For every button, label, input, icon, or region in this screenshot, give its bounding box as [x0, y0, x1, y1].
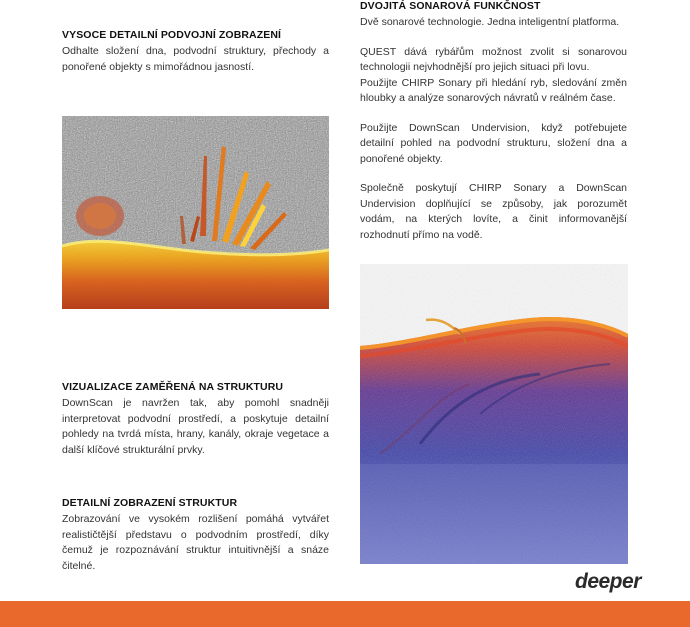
section-text: Zobrazování ve vysokém rozlišení pomáhá vytvářet realističtější představu o podvodním prostředí, díky čemuž je rozpoznávání struktur intuitivnější a snáze čitelné.	[62, 513, 329, 572]
section-structure-detail	[62, 497, 329, 574]
section-dual-sonar	[360, 0, 627, 243]
logo-text: deeper	[575, 570, 641, 593]
section-heading: DETAILNÍ ZOBRAZENÍ STRUKTUR	[62, 497, 238, 509]
sonar-chirp-graphic	[62, 116, 329, 309]
section-high-detail	[62, 29, 329, 75]
section-text: Odhalte složení dna, podvodní struktury, přechody a ponořené objekty s mimořádnou jasností.	[62, 45, 329, 73]
section-heading: VIZUALIZACE ZAMĚŘENÁ NA STRUKTURU	[62, 381, 284, 393]
sonar-image-chirp	[62, 116, 329, 309]
deeper-logo	[573, 568, 665, 596]
section-text-3: Použijte CHIRP Sonary při hledání ryb, sledování změn hloubky a analýze sonarových návratů v reálném čase.	[360, 76, 627, 104]
section-heading: VYSOCE DETAILNÍ PODVOJNÍ ZOBRAZENÍ	[62, 29, 282, 41]
footer-accent-bar	[0, 601, 690, 627]
section-structure-focus	[62, 381, 329, 458]
section-text-1: Dvě sonarové technologie. Jedna inteligentní platforma.	[360, 16, 620, 28]
section-heading: DVOJITÁ SONAROVÁ FUNKČNOST	[360, 0, 541, 12]
sonar-downscan-graphic	[360, 264, 628, 564]
section-text-2: QUEST dává rybářům možnost zvolit si sonarovou technologii nejvhodnější pro jejich situaci při lovu.	[360, 45, 627, 73]
deeper-logo-mark	[573, 568, 665, 596]
section-text: DownScan je navržen tak, aby pomohl snadněji interpretovat podvodní prostředí, a poskytuje detailní pohledy na tvrdá místa, hrany, kanály, okraje vegetace a další klíčové strukturální prvky.	[62, 397, 329, 456]
section-text-4: Použijte DownScan Undervision, když potřebujete detailní pohled na podvodní strukturu, složení dna a ponořené objekty.	[360, 121, 627, 165]
section-text-5: Společně poskytují CHIRP Sonary a DownScan Undervision doplňující se způsoby, jak porozumět vodám, na kterých lovíte, a činit informovanější rozhodnutí přímo na vodě.	[360, 182, 627, 241]
sonar-image-downscan	[360, 264, 628, 564]
